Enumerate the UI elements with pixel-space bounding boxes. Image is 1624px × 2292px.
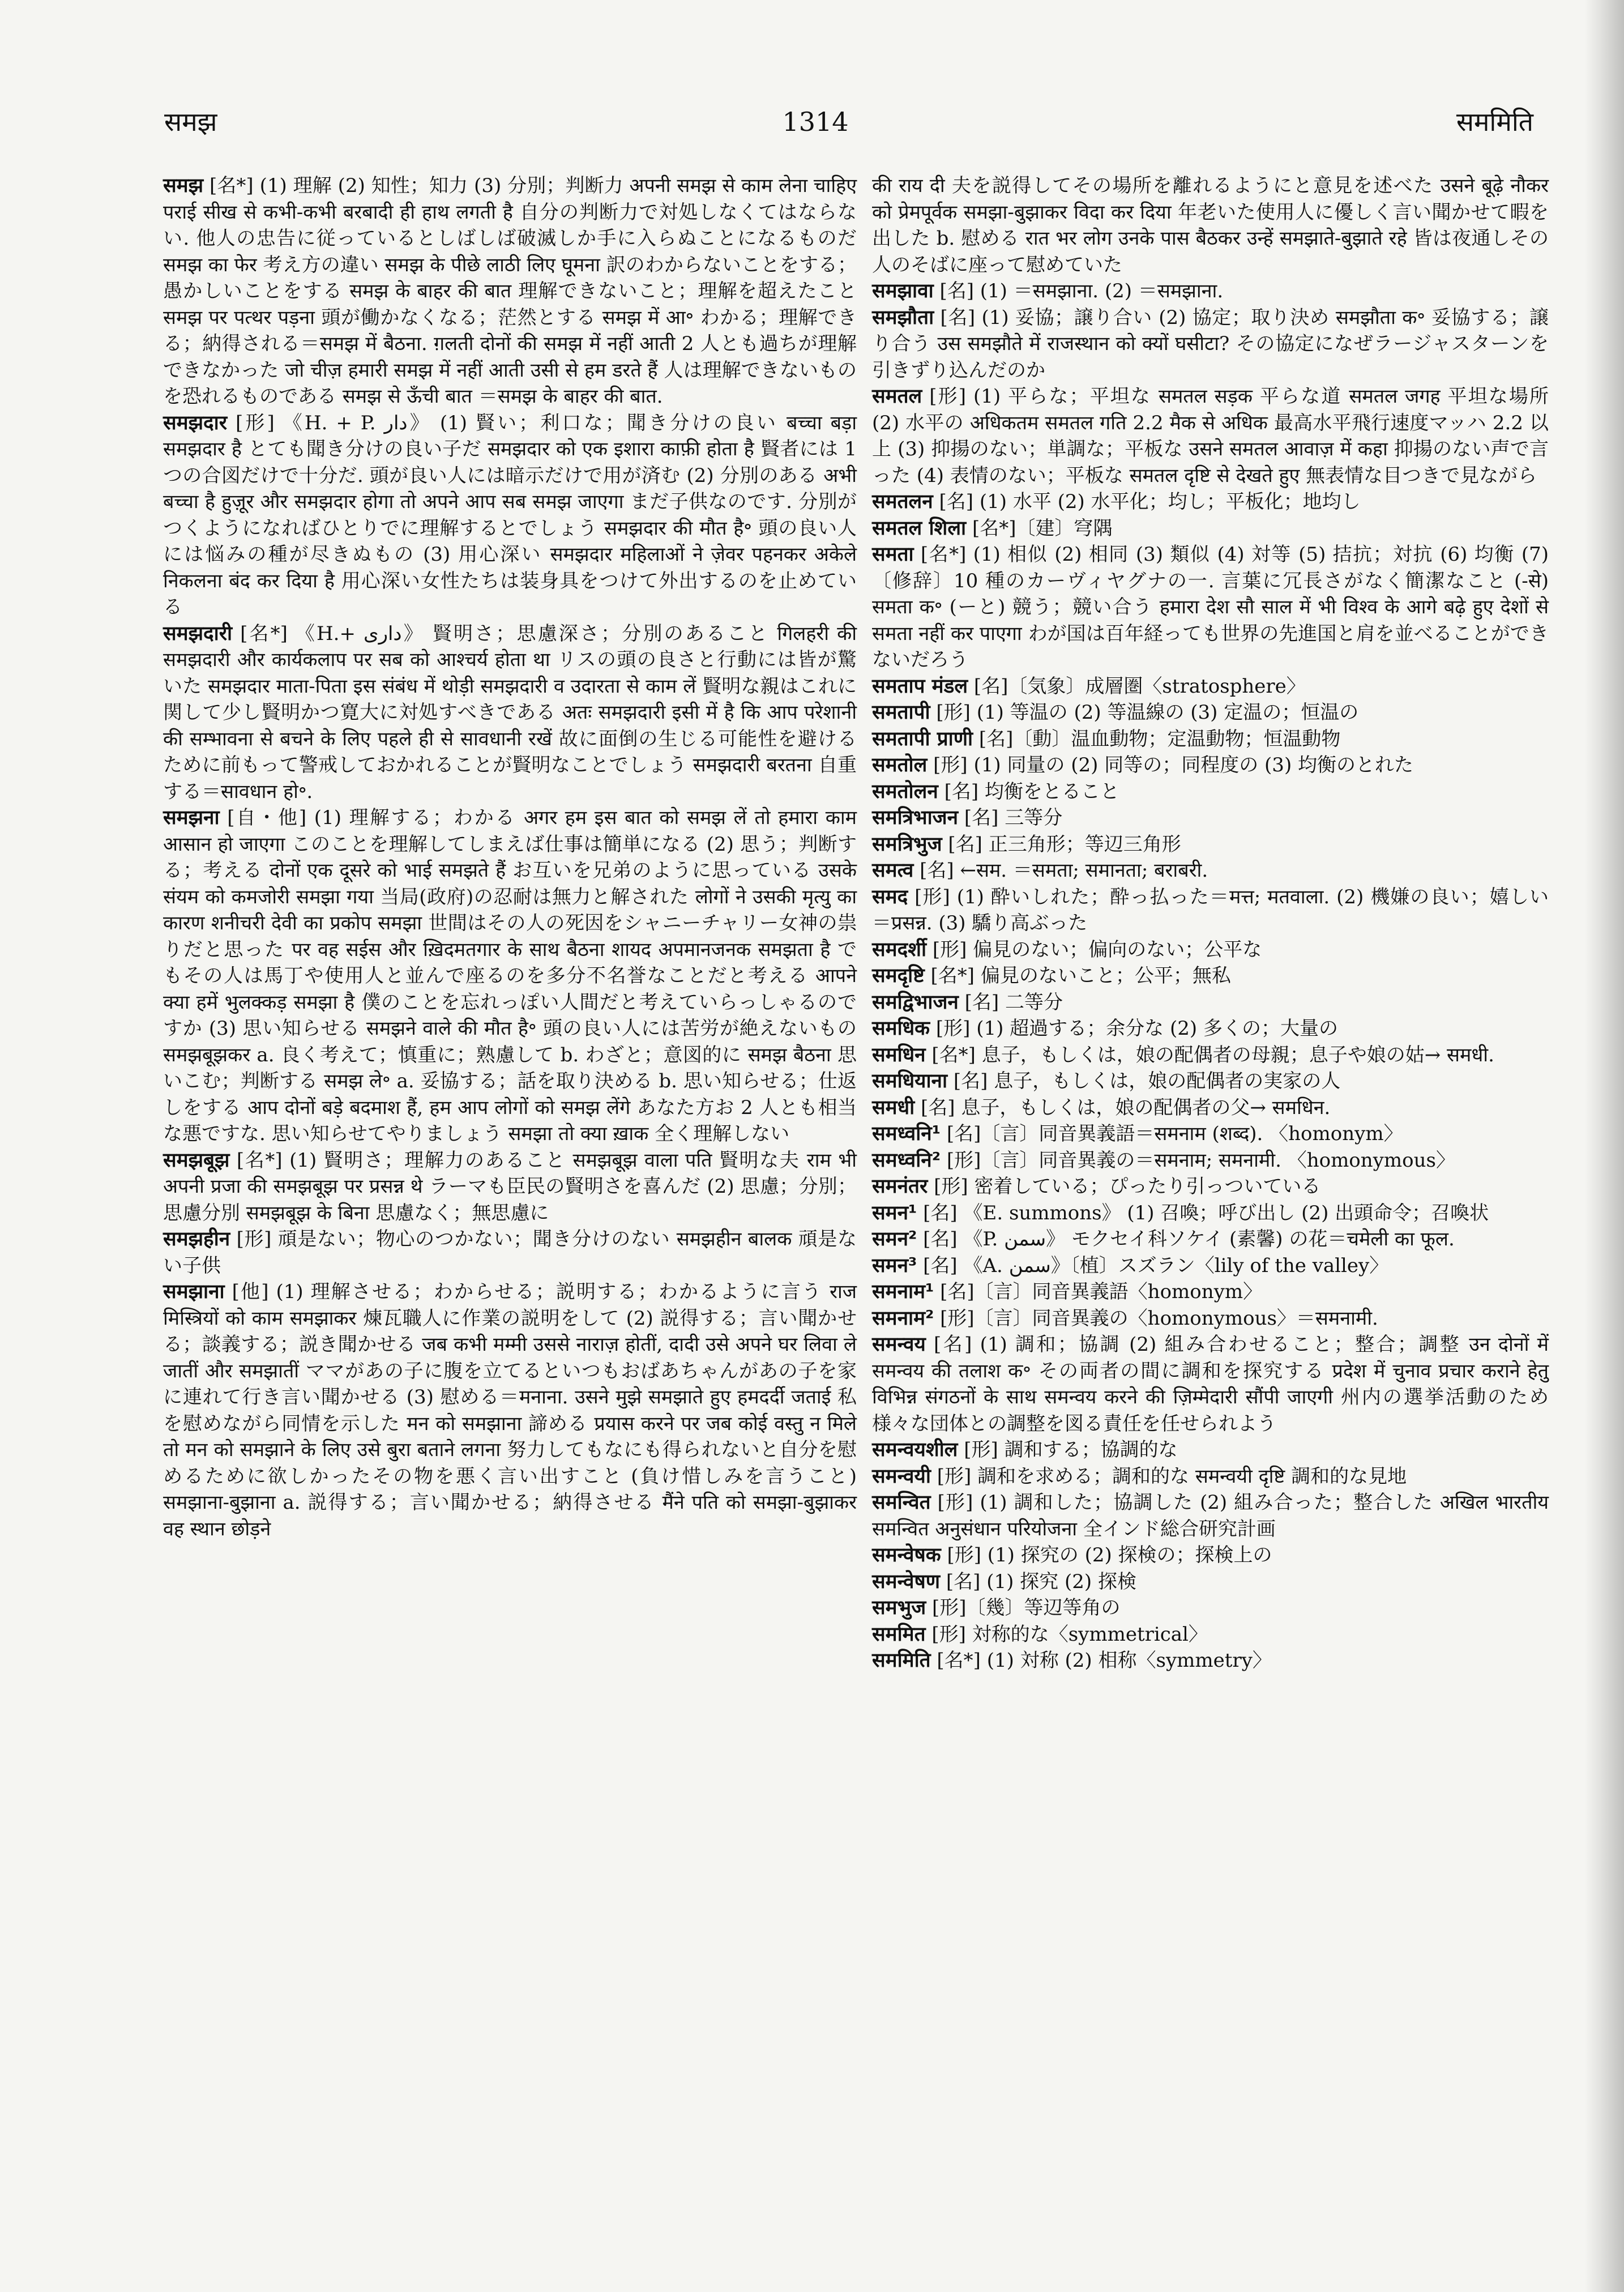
entry-definition: [名] (1) ＝समझाना. (2) ＝समझाना. — [939, 280, 1224, 302]
entry-definition: [名*] (1) 賢明さ；理解力のあること समझबूझ वाला पति 賢明な夫 राम भी अपनी प्रजा की समझबूझ पर प्रसन्न थे ラーマも臣民の賢明さを喜んだ (2) 思慮；分別；思慮分別 समझबूझ के बिना 思慮なく；無思慮に — [163, 1149, 857, 1224]
entry-definition: [名] (1) 水平 (2) 水平化；均し；平板化；地均し — [939, 490, 1361, 513]
dictionary-entry — [872, 1331, 1549, 1437]
dictionary-entry — [872, 989, 1549, 1016]
entry-definition: [名] 息子，もしくは，娘の配偶者の父→ समधिन. — [921, 1096, 1331, 1119]
dictionary-entry — [872, 1647, 1549, 1674]
dictionary-entry — [872, 1463, 1549, 1490]
left-column — [163, 173, 857, 1542]
dictionary-entry — [163, 1279, 857, 1542]
dictionary-entry — [872, 278, 1549, 305]
dictionary-entry — [872, 1042, 1549, 1069]
entry-headword: समन² — [872, 1228, 917, 1250]
entry-definition: [名] 《E. summons》 (1) 召喚；呼び出し (2) 出頭命令；召喚状 — [923, 1201, 1489, 1224]
dictionary-entry — [872, 779, 1549, 805]
entry-definition: [形] (1) 等温の (2) 等温線の (3) 定温の；恒温の — [936, 701, 1359, 724]
entry-headword: समतापी — [872, 701, 930, 724]
entry-headword: समन्वेषक — [872, 1544, 941, 1567]
page-number: 1314 — [782, 106, 849, 137]
entry-definition: [名] (1) 探究 (2) 探検 — [946, 1570, 1136, 1593]
dictionary-entry — [872, 1253, 1549, 1279]
entry-headword: समझ — [163, 174, 204, 197]
entry-headword: समदृष्टि — [872, 964, 925, 987]
dictionary-entry — [872, 884, 1549, 937]
dictionary-entry — [872, 1305, 1549, 1332]
dictionary-entry — [872, 515, 1549, 542]
entry-definition: [形]〔言〕同音異義の＝समनाम; समनामी. 〈homonymous〉 — [946, 1149, 1455, 1172]
entry-headword: समतल शिला — [872, 517, 967, 540]
dictionary-entry — [872, 305, 1549, 384]
entry-definition: [名] 《P. سمن》 モクセイ科ソケイ (素馨) の花＝चमेली का फूल. — [923, 1228, 1455, 1250]
entry-headword: समझाना — [163, 1281, 225, 1303]
entry-definition: [形] (1) 平らな；平坦な समतल सड़क 平らな道 समतल जगह 平坦な場所 (2) 水平の अधिकतम समतल गति 2.2 मैक से अधिक 最高水平飛行速度マッハ 2.2 以上 (3) 抑揚のない；単調な；平板な उसने समतल आवाज़ में कहा 抑揚のない声で言った (4) 表情のない；平板な समतल दृष्टि से देखते हुए 無表情な目つきで見ながら — [872, 385, 1549, 487]
entry-headword: समनाम² — [872, 1307, 934, 1330]
dictionary-entry — [872, 1068, 1549, 1095]
entry-definition: [自・他] (1) 理解する；わかる अगर हम इस बात को समझ लें तो हमारा काम आसान हो जाएगा このことを理解してしまえば仕事は簡単になる (2) 思う；判断する；考える दोनों एक दूसरे को भाई समझते हैं お互いを兄弟のように思っている उसके संयम को कमजोरी समझा गया 当局(政府)の忍耐は無力と解された लोगों ने उसकी मृत्यु का कारण शनीचरी देवी का प्रकोप समझा 世間はその人の死因をシャニーチャリー女神の祟りだと思った पर वह सईस और ख़िदमतगार के साथ बैठना शायद अपमानजनक समझता है でもその人は馬丁や使用人と並んで座るのを多分不名誉なことだと考える आपने क्या हमें भुलक्कड़ समझा है 僕のことを忘れっぽい人間だと考えていらっしゃるのですか (3) 思い知らせる समझने वाले की मौत है॰ 頭の良い人には苦労が絶えないもの समझबूझकर a. 良く考えて；慎重に；熟慮して b. わざと；意図的に समझ बैठना 思いこむ；判断する समझ ले॰ a. 妥協する；話を取り決める b. 思い知らせる；仕返しをする आप दोनों बड़े बदमाश हैं, हम आप लोगों को समझ लेंगे あなた方お 2 人とも相当な悪ですな. 思い知らせてやりましょう समझा तो क्या ख़ाक 全く理解しない — [163, 806, 857, 1145]
entry-definition: [名*] 偏見のないこと；公平；無私 — [930, 964, 1231, 987]
dictionary-entry — [872, 963, 1549, 989]
dictionary-entry — [163, 621, 857, 805]
entry-definition: [形] 対称的な〈symmetrical〉 — [931, 1623, 1208, 1646]
entry-definition: [形] (1) 超過する；余分な (2) 多くの；大量の — [935, 1017, 1338, 1040]
entry-definition: [名] 正三角形；等辺三角形 — [948, 833, 1181, 856]
entry-definition: [形] (1) 探究の (2) 探検の；探検上の — [947, 1544, 1272, 1567]
entry-definition: [名*]〔建〕穹隅 — [972, 517, 1113, 540]
entry-definition: की राय दी 夫を説得してその場所を離れるようにと意見を述べた उसने बूढ़े नौकर को प्रेमपूर्वक समझा-बुझाकर विदा कर दिया 年老いた使用人に優しく言い聞かせて暇を出した b. 慰める रात भर लोग उनके पास बैठकर उन्हें समझाते-बुझाते रहे 皆は夜通しその人のそばに座って慰めていた — [872, 174, 1549, 276]
dictionary-entry — [872, 1569, 1549, 1595]
entry-definition: [形] 調和する；協調的な — [964, 1439, 1178, 1461]
entry-definition: [名*] 《H.+ داری》 賢明さ；思慮深さ；分別のあること गिलहरी की समझदारी और कार्यकलाप पर सब को आश्चर्य होता था リスの頭の良さと行動には皆が驚いた समझदार माता-पिता इस संबंध में थोड़ी समझदारी व उदारता से काम लें 賢明な親はこれに関して少し賢明かつ寛大に対処すべきである अतः समझदारी इसी में है कि आप परेशानी की सम्भावना से बचने के लिए पहले ही से सावधानी रखें 故に面倒の生じる可能性を避けるために前もって警戒しておかれることが賢明なことでしょう समझदारी बरतना 自重する＝सावधान हो॰. — [163, 622, 857, 803]
dictionary-entry — [872, 383, 1549, 489]
dictionary-entry — [872, 1173, 1549, 1200]
entry-headword: समझदार — [163, 411, 228, 434]
entry-definition: [名]〔言〕同音異義語＝समनाम (शब्द). 〈homonym〉 — [946, 1122, 1403, 1145]
entry-headword: समन्वेषण — [872, 1570, 941, 1593]
entry-headword: समदर्शी — [872, 938, 927, 961]
right-guide-word: सममिति — [1456, 106, 1533, 137]
entry-definition: [形] 偏見のない；偏向のない；公平な — [932, 938, 1262, 961]
entry-definition: [名] (1) 調和；協調 (2) 組み合わせること；整合；調整 उन दोनों में समन्वय की तलाश क॰ その両者の間に調和を探究する प्रदेश में चुनाव प्रचार कराने हेतु विभिन्न संगठनों के साथ समन्वय करने की ज़िम्मेदारी सौंपी जाएगी 州内の選挙活動のため様々な団体との調整を図る責任を任せられよう — [872, 1333, 1549, 1435]
entry-headword: समन्वयशील — [872, 1439, 958, 1461]
entry-definition: [名] (1) 妥協；譲り合い (2) 協定；取り決め समझौता क॰ 妥協する；譲り合う उस समझौते में राजस्थान को क्यों घसीटा? その協定になぜラージャスターンを引きずり込んだのか — [872, 306, 1549, 382]
entry-headword: समतलन — [872, 490, 933, 513]
right-column — [872, 173, 1549, 1674]
entry-definition: [形] 密着している；ぴったり引っついている — [934, 1175, 1321, 1198]
dictionary-entry — [163, 1147, 857, 1227]
entry-headword: समतापी प्राणी — [872, 727, 973, 750]
entry-definition: [形] 《H. + P. دار》 (1) 賢い；利口な；聞き分けの良い बच्चा बड़ा समझदार है とても聞き分けの良い子だ समझदार को एक इशारा काफ़ी होता है 賢者には 1 つの合図だけで十分だ. 頭が良い人には暗示だけで用が済む (2) 分別のある अभी बच्चा है हुज़ूर और समझदार होगा तो अपने आप सब समझ जाएगा まだ子供なのです. 分別がつくようになればひとりでに理解するとでしょう समझदार की मौत है॰ 頭の良い人には悩みの種が尽きぬもの (3) 用心深い समझदार महिलाओं ने ज़ेवर पहनकर अकेले निकलना बंद कर दिया है 用心深い女性たちは装身具をつけて外出するのを止めている — [163, 411, 857, 618]
entry-headword: समधिक — [872, 1017, 930, 1040]
dictionary-entry — [872, 1437, 1549, 1463]
dictionary-entry — [163, 173, 857, 410]
dictionary-entry — [163, 805, 857, 1147]
dictionary-entry — [872, 1015, 1549, 1042]
dictionary-entry — [872, 805, 1549, 831]
dictionary-entry — [872, 752, 1549, 779]
entry-headword: समध्वनि¹ — [872, 1122, 941, 1145]
entry-definition: [名*] (1) 理解 (2) 知性；知力 (3) 分別；判断力 अपनी समझ से काम लेना चाहिए पराई सीख से कभी-कभी बरबादी ही हाथ लगती है 自分の判断力で対処しなくてはならない. 他人の忠告に従っているとしばしば破滅しか手に入らぬことになるものだ समझ का फेर 考え方の違い समझ के पीछे लाठी लिए घूमना 訳のわからないことをする；愚かしいことをする समझ के बाहर की बात 理解できないこと；理解を超えたこと समझ पर पत्थर पड़ना 頭が働かなくなる；茫然とする समझ में आ॰ わかる；理解できる；納得される＝समझ में बैठना. ग़लती दोनों की समझ में नहीं आती 2 人とも過ちが理解できなかった जो चीज़ हमारी समझ में नहीं आती उसी से हम डरते हैं 人は理解できないものを恐れるものである समझ से ऊँची बात ＝समझ के बाहर की बात. — [163, 174, 857, 408]
dictionary-entry — [163, 410, 857, 621]
entry-definition: [形]〔言〕同音異義の〈homonymous〉＝समनामी. — [940, 1307, 1378, 1330]
entry-headword: समद्विभाजन — [872, 991, 959, 1014]
entry-definition: [名] ←सम. ＝समता; समानता; बराबरी. — [920, 859, 1208, 882]
entry-headword: समझावा — [872, 280, 934, 302]
entry-headword: समझौता — [872, 306, 934, 329]
entry-headword: सममिति — [872, 1649, 931, 1672]
entry-definition: [形] 頑是ない；物心のつかない；聞き分けのない समझहीन बालक 頑是ない子供 — [163, 1228, 857, 1277]
entry-definition: [名*] (1) 対称 (2) 相称〈symmetry〉 — [937, 1649, 1272, 1672]
entry-headword: समन्वय — [872, 1333, 926, 1356]
entry-definition: [他] (1) 理解させる；わからせる；説明する；わかるように言う राज मिस्त्रियों को काम समझाकर 煉瓦職人に作業の説明をして (2) 説得する；言い聞かせる；談義する；説き聞かせる जब कभी मम्मी उससे नाराज़ होतीं, दादी उसे अपने घर लिवा ले जातीं और समझातीं ママがあの子に腹を立てるといつもおばあちゃんがあの子を家に連れて行き言い聞かせる (3) 慰める＝मनाना. उसने मुझे समझाते हुए हमदर्दी जताई 私を慰めながら同情を示した मन को समझाना 諦める प्रयास करने पर जब कोई वस्तु न मिले तो मन को समझाने के लिए उसे बुरा बताने लगना 努力してもなにも得られないと自分を慰めるために欲しかったその物を悪く言い出すこと (負け惜しみを言うこと) समझाना-बुझाना a. 説得する；言い聞かせる；納得させる मैंने पति को समझा-बुझाकर वह स्थान छोड़ने — [163, 1281, 857, 1540]
dictionary-entry — [872, 673, 1549, 700]
entry-definition: [名*] 息子，もしくは，娘の配偶者の母親；息子や娘の姑→ समधी. — [931, 1043, 1494, 1066]
entry-definition: [形] (1) 調和した；協調した (2) 組み合った；整合した अखिल भारतीय समन्वित अनुसंधान परियोजना 全インド総合研究計画 — [872, 1491, 1549, 1540]
dictionary-entry — [872, 1147, 1549, 1174]
dictionary-entry — [872, 1226, 1549, 1253]
dictionary-entry — [872, 857, 1549, 884]
dictionary-entry — [872, 1489, 1549, 1542]
entry-headword: समनाम¹ — [872, 1281, 934, 1303]
dictionary-entry — [872, 1121, 1549, 1147]
dictionary-entry — [872, 1542, 1549, 1569]
entry-definition: [名] 《A. سمن》〔植〕スズラン〈lily of the valley〉 — [923, 1254, 1389, 1277]
entry-headword: समधिन — [872, 1043, 926, 1066]
dictionary-entry — [872, 699, 1549, 726]
page-edge-shadow — [1584, 0, 1624, 2292]
entry-headword: समता — [872, 543, 914, 566]
entry-headword: समद — [872, 885, 908, 908]
dictionary-entry — [163, 1226, 857, 1279]
entry-headword: समधियाना — [872, 1070, 948, 1092]
entry-headword: समझहीन — [163, 1228, 230, 1250]
entry-headword: समन्वित — [872, 1491, 931, 1514]
dictionary-entry — [872, 831, 1549, 858]
entry-headword: सममित — [872, 1623, 926, 1646]
entry-headword: समन¹ — [872, 1201, 917, 1224]
dictionary-entry — [872, 1621, 1549, 1648]
entry-definition: [形] (1) 同量の (2) 同等の；同程度の (3) 均衡のとれた — [933, 754, 1414, 776]
entry-definition: [形] 調和を求める；調和的な समन्वयी दृष्टि 調和的な見地 — [937, 1465, 1407, 1488]
entry-definition: [形]〔幾〕等辺等角の — [931, 1597, 1121, 1619]
entry-definition: [名] 二等分 — [964, 991, 1063, 1014]
entry-headword: समधी — [872, 1096, 915, 1119]
dictionary-entry — [872, 1279, 1549, 1305]
dictionary-entry — [872, 541, 1549, 673]
dictionary-entry — [872, 937, 1549, 963]
entry-headword: समझबूझ — [163, 1149, 230, 1172]
entry-headword: समत्व — [872, 859, 914, 882]
entry-definition: [名] 息子，もしくは，娘の配偶者の実家の人 — [953, 1070, 1341, 1092]
entry-definition: [名*] (1) 相似 (2) 相同 (3) 類似 (4) 対等 (5) 拮抗；対抗 (6) 均衡 (7)〔修辞〕10 種のカーヴィヤグナの一. 言葉に冗長さがなく簡潔なこと (-से) समता क॰ (ーと) 競う；競い合う हमारा देश सौ साल में भी विश्व के आगे बढ़े हुए देशों से समता नहीं कर पाएगा わが国は百年経っても世界の先進国と肩を並べることができないだろう — [872, 543, 1549, 671]
entry-headword: समतल — [872, 385, 922, 408]
dictionary-entry — [872, 726, 1549, 753]
entry-definition: [名]〔気象〕成層圏〈stratosphere〉 — [973, 675, 1306, 698]
entry-headword: समभुज — [872, 1597, 926, 1619]
entry-headword: समझदारी — [163, 622, 233, 645]
entry-headword: समत्रिभुज — [872, 833, 942, 856]
entry-headword: समताप मंडल — [872, 675, 968, 698]
entry-headword: समतोल — [872, 754, 928, 776]
entry-headword: समझना — [163, 806, 220, 829]
entry-definition: [名] 均衡をとること — [944, 780, 1119, 803]
entry-definition: [名]〔動〕温血動物；定温動物；恒温動物 — [978, 727, 1341, 750]
entry-definition: [形] (1) 酔いしれた；酔っ払った＝मत्त; मतवाला. (2) 機嫌の良い；嬉しい＝प्रसन्न. (3) 驕り高ぶった — [872, 885, 1549, 934]
dictionary-entry — [872, 1200, 1549, 1227]
dictionary-entry — [872, 489, 1549, 515]
dictionary-entry — [872, 173, 1549, 278]
entry-definition: [名]〔言〕同音異義語〈homonym〉 — [940, 1281, 1263, 1303]
dictionary-entry — [872, 1095, 1549, 1121]
entry-definition: [名] 三等分 — [964, 806, 1063, 829]
dictionary-entry — [872, 1595, 1549, 1621]
left-guide-word: समझ — [164, 106, 217, 137]
entry-headword: समनंतर — [872, 1175, 928, 1198]
entry-headword: समध्वनि² — [872, 1149, 941, 1172]
entry-headword: समत्रिभाजन — [872, 806, 959, 829]
entry-headword: समन³ — [872, 1254, 917, 1277]
entry-headword: समन्वयी — [872, 1465, 931, 1488]
entry-headword: समतोलन — [872, 780, 938, 803]
